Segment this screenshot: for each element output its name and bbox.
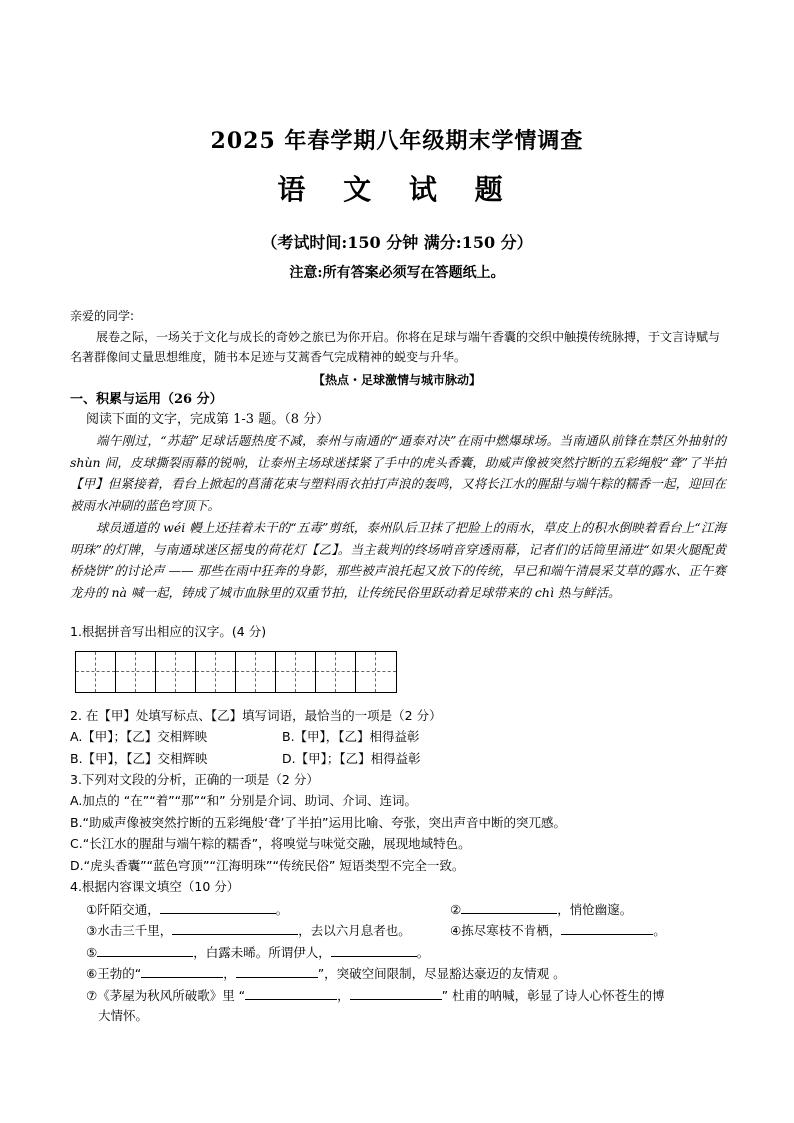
pinyin-answer-grid[interactable] [75,651,397,693]
answer-blank[interactable] [561,920,653,935]
subject-title: 语 文 试 题 [277,173,517,206]
fill-item-6: ⑥王勃的“ ， ”，突破空间限制，尽显豁达豪迈的友情观 。 [86,963,566,984]
fill-item-4: ④拣尽寒枝不肯栖， 。 [450,920,666,941]
option-b: B.“助威声像被突然拧断的五彩绳般‘聋’了半拍”运用比喻、夸张，突出声音中断的突兀感。 [70,815,566,830]
answer-blank[interactable] [236,963,318,978]
answer-cell[interactable] [236,652,276,692]
theme-heading: 【热点・足球激情与城市脉动】 [312,373,481,387]
answer-cell[interactable] [116,652,156,692]
answer-blank[interactable] [350,985,442,1000]
question-4: 4.根据内容课文填空（10 分） [70,879,240,894]
answer-blank[interactable] [461,899,557,914]
answer-cell[interactable] [356,652,396,692]
answer-cell[interactable] [316,652,356,692]
answer-cell[interactable] [196,652,236,692]
answer-cell[interactable] [156,652,196,692]
answer-cell[interactable] [276,652,316,692]
answer-cell[interactable] [76,652,116,692]
fill-item-7: ⑦《茅屋为秋风所破歌》里 “ ， ” 杜甫的呐喊，彰显了诗人心怀苍生的博 [86,985,665,1006]
exam-notice: 注意:所有答案必须写在答题纸上。 [289,265,505,281]
question-3: 3.下列对文段的分析，正确的一项是（2 分） [70,772,319,787]
fill-item-1: ①阡陌交通， 。 [86,899,288,920]
exam-title: 2025 年春学期八年级期末学情调查 [210,128,584,154]
option-a: A.【甲】；【乙】交相辉映 [70,729,208,744]
option-c: B.【甲】，【乙】交相辉映 [70,751,208,766]
answer-blank[interactable] [97,942,193,957]
option-d: D.【甲】；【乙】相得益彰 [282,751,421,766]
answer-blank[interactable] [245,985,337,1000]
option-a: A.加点的 “在”“着”“那”“和” 分别是介词、助词、介词、连词。 [70,793,418,808]
answer-blank[interactable] [141,963,223,978]
greeting: 亲爱的同学: [70,309,135,323]
answer-blank[interactable] [172,920,298,935]
exam-info: （考试时间:150 分钟 满分:150 分） [261,233,533,252]
fill-item-3: ③水击三千里， ，去以六月息者也。 [86,920,411,941]
option-b: B.【甲】，【乙】相得益彰 [282,729,420,744]
fill-item-7-continued: 大情怀。 [98,1008,149,1023]
option-c: C.“长江水的腥甜与端午粽的糯香”，将嗅觉与味觉交融，展现地域特色。 [70,836,471,851]
question-1: 1.根据拼音写出相应的汉字。(4 分) [70,624,267,639]
section-heading: 一、积累与运用（26 分） [70,392,223,407]
passage-paragraph-1: 端午刚过，“苏超”足球话题热度不减，泰州与南通的“通泰对决”在雨中燃爆球场。当南通队前锋在禁区外抽射的 shùn 间，皮球撕裂雨幕的锐响，让泰州主场球迷揉紧了手中的虎头香囊，助威声像被突然拧断的五彩绳般“聋”了半拍【甲】但紧接着，看台上掀起的菖蒲花束与塑料雨衣拍打声浪的轰鸣，又将长江水的腥甜与端午粽的糯香一起，迎回在被雨水冲刷的蓝色穹顶下。 [70,433,726,513]
fill-item-2: ② ，悄怆幽邃。 [450,899,632,920]
option-d: D.“虎头香囊”“蓝色穹顶”“江海明珠”“传统民俗” 短语类型不完全一致。 [70,858,465,873]
answer-blank[interactable] [331,942,417,957]
intro-text: 展卷之际，一场关于文化与成长的奇妙之旅已为你开启。你将在足球与端午香囊的交织中触摸传统脉搏，于文言诗赋与名著群像间丈量思想维度，随书本足迹与艾蒿香气完成精神的蜕变与升华。 [70,330,721,364]
question-2: 2. 在【甲】处填写标点、【乙】填写词语，最恰当的一项是（2 分） [70,708,442,723]
passage-paragraph-2: 球员通道的 wéi 幔上还挂着未干的“五毒”剪纸，泰州队后卫抹了把脸上的雨水，草皮上的积水倒映着看台上“江海明珠”的灯牌，与南通球迷区摇曳的荷花灯【乙】。当主裁判的终场哨音穿透雨幕，记者们的话筒里涌进“如果火腿配黄桥烧饼”的讨论声 —— 那些在雨中狂奔的身影，那些被声浪托起又放下的传统，早已和端午清晨采艾草的露水、正午赛龙舟的 nà 喊一起，铸成了城市血脉里的双重节拍，让传统民俗里跃动着足球带来的 chì 热与鲜活。 [70,520,726,600]
fill-item-5: ⑤ ，白露未晞。所谓伊人， 。 [86,942,429,963]
reading-instruction: 阅读下面的文字，完成第 1-3 题。（8 分） [86,412,330,427]
answer-blank[interactable] [160,899,276,914]
